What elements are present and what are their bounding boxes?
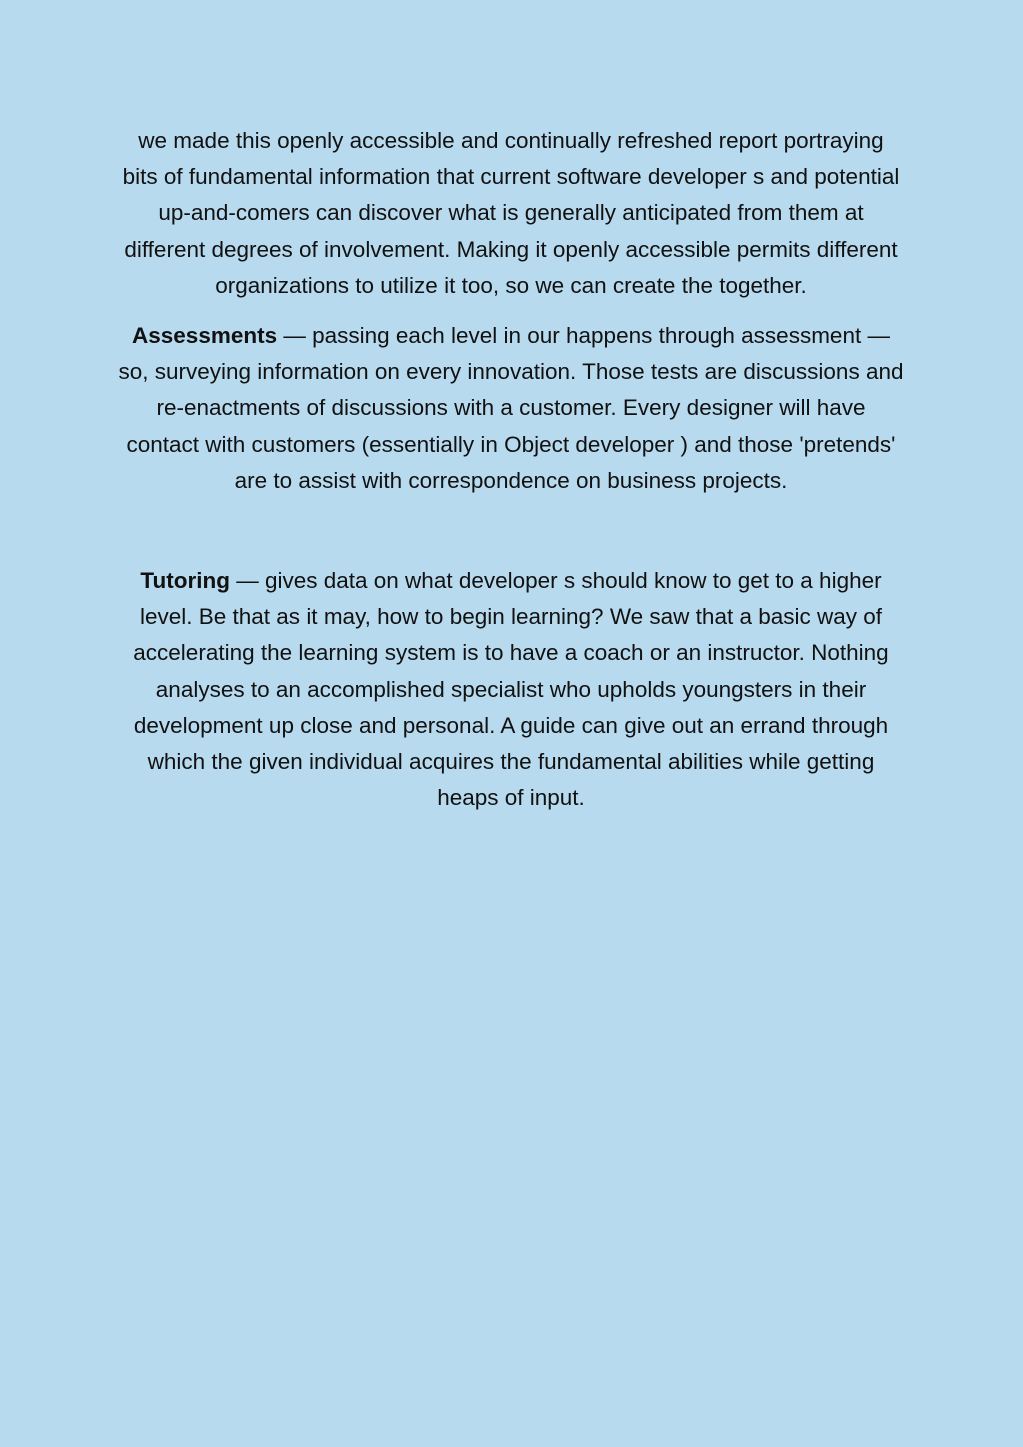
intro-paragraph: we made this openly accessible and continually refreshed report portraying bits of fundamental information that current software developer s and potential up-and-comers can discover what is generally anticipated from them at different degrees of involvement. Making it openly accessible permits different organizations to utilize it too, so we can create the together.	[122, 128, 900, 298]
tutoring-term: Tutoring	[140, 568, 230, 594]
assessments-text: — passing each level in our happens through assessment — so, surveying information on every innovation. Those tests are discussions and re-enactments of discussions with a customer. Every designer will have contact with customers (essentially in Object developer ) and those 'pretends' are to assist with correspondence on business projects.	[118, 323, 904, 493]
assessments-paragraph	[118, 318, 904, 499]
document-body	[118, 123, 904, 816]
tutoring-paragraph	[118, 563, 904, 816]
assessments-term: Assessments	[132, 323, 278, 349]
tutoring-text: — gives data on what developer s should know to get to a higher level. Be that as it may, how to begin learning? We saw that a basic way of accelerating the learning system is to have a coach or an instructor. Nothing analyses to an accomplished specialist who upholds youngsters in their development up close and personal. A guide can give out an errand through which the given individual acquires the fundamental abilities while getting heaps of input.	[133, 568, 889, 811]
